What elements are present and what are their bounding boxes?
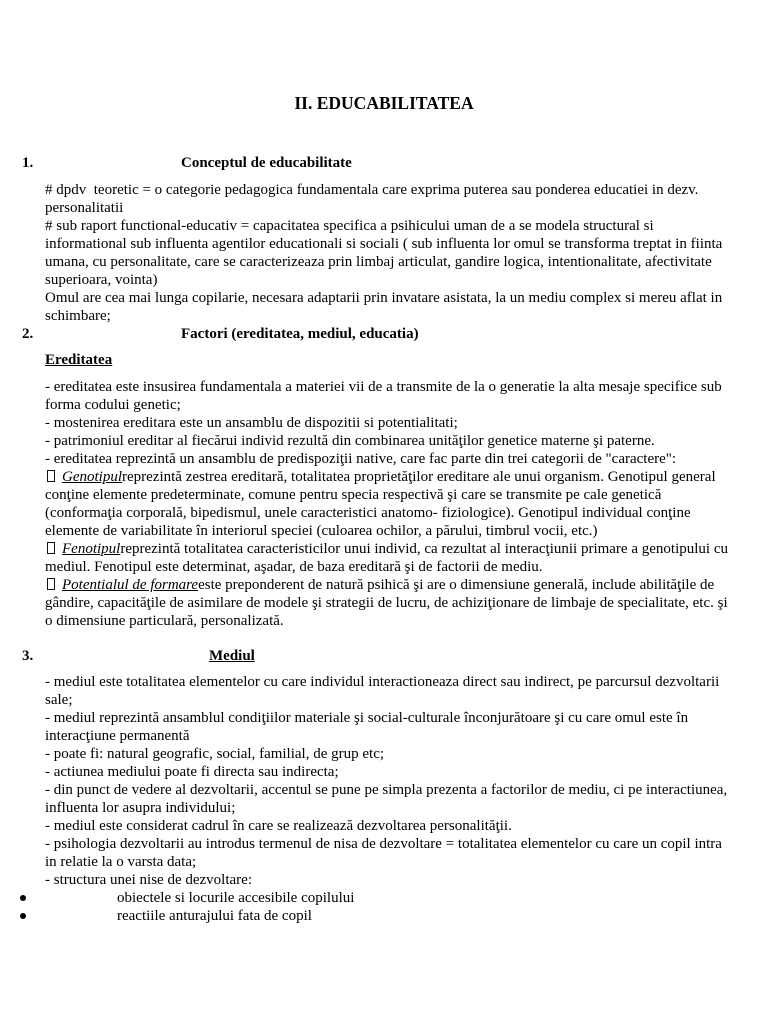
bullet-dot-icon: [20, 895, 26, 901]
box-bullet-icon: [47, 542, 55, 554]
list-item-text: obiectele si locurile accesibile copilului: [117, 890, 355, 906]
paragraph-line: (conformaţia corporală, bipedismul, unele caracteristici anatomo- fiziologice). Genotipul individual conţine: [45, 505, 691, 521]
term-definition: reprezintă totalitatea caracteristicilor unui individ, ca rezultat al interacţiunii primare a genotipului cu: [120, 541, 728, 557]
section-2-heading: Factori (ereditatea, mediul, educatia): [181, 326, 419, 342]
paragraph-line-potential: [45, 576, 760, 594]
paragraph-line: conţine elemente predeterminate, comune pentru specia respectivă şi care se transmite pe cale genetică: [45, 487, 662, 503]
paragraph-line-genotip: [45, 468, 760, 486]
list-item: [0, 889, 768, 907]
paragraph-line: gândire, capacităţile de asimilare de modele şi strategii de lucru, de achiziţionare de limbaje de specialitate, etc. şi: [45, 595, 728, 611]
list-item: [0, 907, 768, 925]
box-bullet-icon: [47, 470, 55, 482]
paragraph-line: - poate fi: natural geografic, social, familial, de grup etc;: [45, 746, 385, 762]
section-1-header: [0, 154, 768, 172]
paragraph-line: umana, cu personalitate, care se caracterizeaza prin limbaj articulat, gandire logica, intentionalitate, afectivitate: [45, 254, 712, 270]
paragraph-line: superioara, vointa): [45, 272, 158, 288]
section-2-header: [0, 325, 768, 343]
section-3-number: 3.: [22, 648, 34, 664]
bullet-list: [0, 889, 768, 925]
term-definition: este preponderent de natură psihică şi are o dimensiune generală, include abilităţile de: [198, 577, 715, 593]
term-fenotipul: Fenotipul: [62, 541, 121, 557]
document-title: II. EDUCABILITATEA: [294, 93, 474, 113]
paragraph-line: influenta lor asupra individului;: [45, 800, 236, 816]
paragraph-line: - psihologia dezvoltarii au introdus termenul de nisa de dezvoltare = totalitatea elementelor cu care un copil intra: [45, 836, 722, 852]
paragraph-line: mediul. Fenotipul este determinat, aşadar, de baza ereditară şi de factorii de mediu.: [45, 559, 543, 575]
paragraph-line: # sub raport functional-educativ = capacitatea specifica a psihicului uman de a se modela structural si: [45, 218, 654, 234]
paragraph-line: in relatie la o varsta data;: [45, 854, 197, 870]
paragraph-line: - mediul este considerat cadrul în care se realizează dezvoltarea personalităţii.: [45, 818, 512, 834]
paragraph-line: - mostenirea ereditara este un ansamblu de dispozitii si potentialitati;: [45, 415, 458, 431]
paragraph-line: forma codului genetic;: [45, 397, 181, 413]
bullet-dot-icon: [20, 913, 26, 919]
paragraph-line: - ereditatea reprezintă un ansamblu de predispoziţii native, care fac parte din trei categorii de "caractere":: [45, 451, 677, 467]
section-1-number: 1.: [22, 155, 34, 171]
box-bullet-icon: [47, 578, 55, 590]
term-definition: reprezintă zestrea ereditară, totalitatea proprietăţilor ereditare ale unui organism. Genotipul general: [122, 469, 716, 485]
paragraph-line: elemente de variabilitate în interiorul speciei (culoarea ochilor, a părului, timbrul vocii, etc.): [45, 523, 598, 539]
paragraph-line: personalitatii: [45, 200, 124, 216]
section-1-heading: Conceptul de educabilitate: [181, 155, 352, 171]
paragraph-line: o dimensiune particulară, personalizată.: [45, 613, 284, 629]
section-3-header: [0, 647, 768, 665]
paragraph-line: - actiunea mediului poate fi directa sau indirecta;: [45, 764, 339, 780]
paragraph-line: informational sub influenta agentilor educationali si sociali ( sub influenta lor omul se transforma treptat in fiinta: [45, 236, 723, 252]
paragraph-line: - structura unei nise de dezvoltare:: [45, 872, 252, 888]
paragraph-line: schimbare;: [45, 308, 111, 324]
term-potentialul-de-formare: Potentialul de formare: [62, 577, 199, 593]
paragraph-line: interacţiune permanentă: [45, 728, 190, 744]
section-2-number: 2.: [22, 326, 34, 342]
paragraph-line: sale;: [45, 692, 73, 708]
section-3-heading: Mediul: [209, 648, 255, 664]
paragraph-line: - ereditatea este insusirea fundamentala a materiei vii de a transmite de la o generatie la alta mesaje specifice sub: [45, 379, 722, 395]
paragraph-line-fenotip: [45, 540, 760, 558]
term-genotipul: Genotipul: [62, 469, 122, 485]
list-item-text: reactiile anturajului fata de copil: [117, 908, 312, 924]
section-2-body: [45, 378, 760, 630]
paragraph-line: - patrimoniul ereditar al fiecărui individ rezultă din combinarea unităţilor genetice materne şi paterne.: [45, 433, 655, 449]
paragraph-line: - din punct de vedere al dezvoltarii, accentul se pune pe simpla prezenta a factorilor de mediu, ci pe interactiunea,: [45, 782, 728, 798]
paragraph-line: - mediul este totalitatea elementelor cu care individul interactioneaza direct sau indirect, pe parcursul dezvoltarii: [45, 674, 720, 690]
section-1-body: [45, 181, 760, 325]
section-3-body: [45, 673, 760, 889]
paragraph-line: - mediul reprezintă ansamblul condiţiilor materiale şi social-culturale înconjurătoare şi cu care omul este în: [45, 710, 689, 726]
section-2-subheading: Ereditatea: [45, 352, 113, 368]
paragraph-line: # dpdv teoretic = o categorie pedagogica fundamentala care exprima puterea sau ponderea educatiei in dezv.: [45, 182, 699, 198]
paragraph-line: Omul are cea mai lunga copilarie, necesara adaptarii prin invatare asistata, la un mediu complex si mereu aflat in: [45, 290, 723, 306]
